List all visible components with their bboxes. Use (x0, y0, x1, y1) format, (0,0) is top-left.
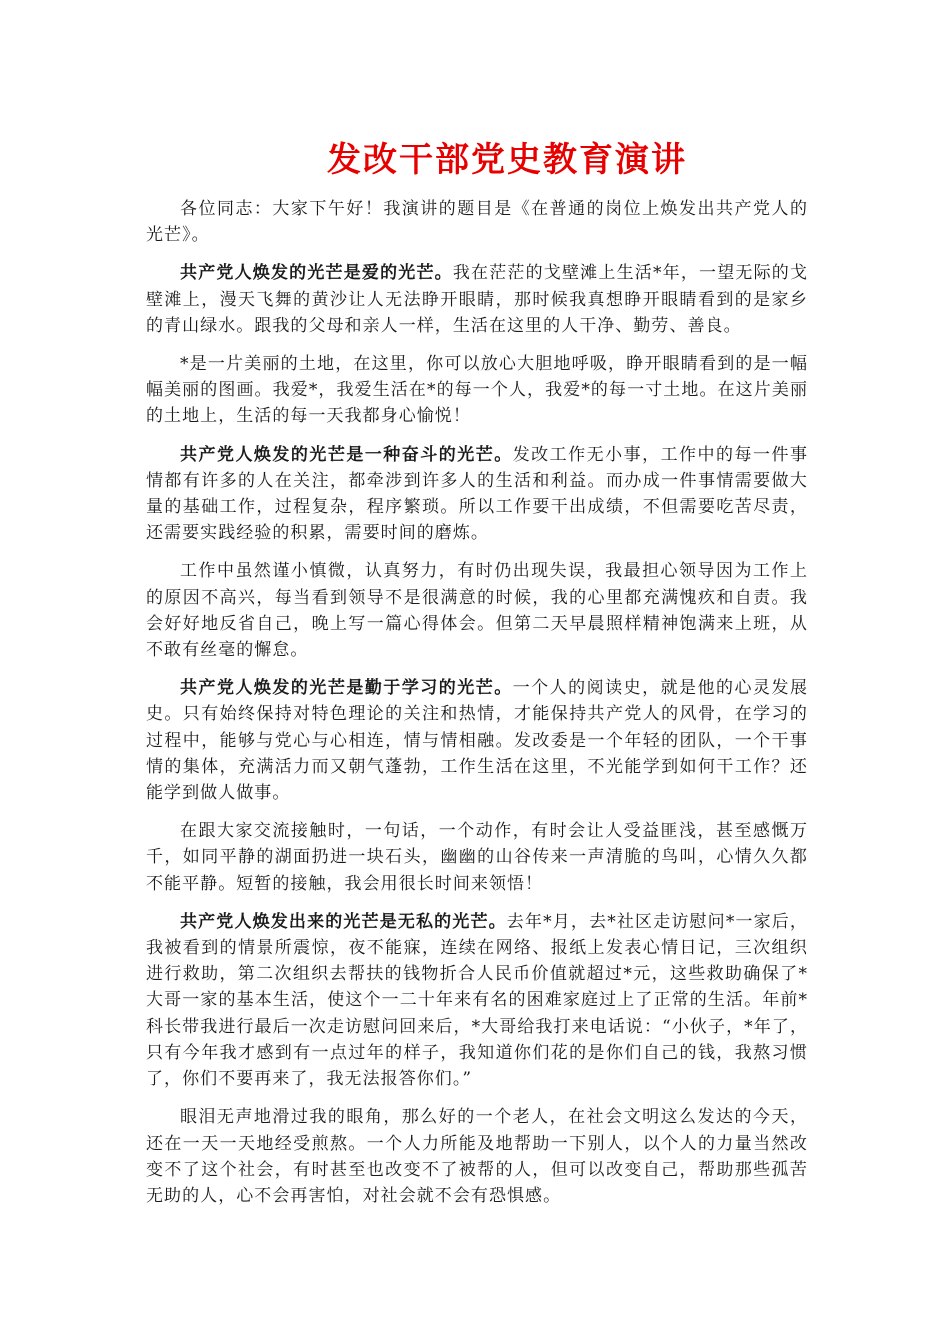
document-title: 发改干部党史教育演讲 (327, 140, 687, 180)
paragraph-text: 在跟大家交流接触时，一句话，一个动作，有时会让人受益匪浅，甚至感慨万千，如同平静的湖面扔进一块石头，幽幽的山谷传来一声清脆的鸟叫，心情久久都不能平静。短暂的接触，我会用很长时间来领悟！ (146, 821, 808, 894)
paragraph-love (146, 260, 808, 339)
paragraph-lead-heading: 共产党人焕发的光芒是一种奋斗的光芒。 (180, 444, 513, 465)
paragraph-text: 工作中虽然谨小慎微，认真努力，有时仍出现失误，我最担心领导因为工作上的原因不高兴，每当看到领导不是很满意的时候，我的心里都充满愧疚和自责。我会好好地反省自己，晚上写一篇心得体会。但第二天早晨照样精神饱满来上班，从不敢有丝毫的懈怠。 (146, 561, 808, 661)
paragraph-text: 发改工作无小事，工作中的每一件事情都有许多的人在关注，都牵涉到许多人的生活和利益。而办成一件事情需要做大量的基础工作，过程复杂，程序繁琐。所以工作要干出成绩，不但需要吃苦尽责，还需要实践经验的积累，需要时间的磨炼。 (146, 444, 808, 544)
paragraph-work-care (146, 558, 808, 663)
paragraph-lead-heading: 共产党人焕发的光芒是爱的光芒。 (180, 263, 453, 284)
paragraph-text: *是一片美丽的土地，在这里，你可以放心大胆地呼吸，睁开眼睛看到的是一幅幅美丽的图画。我爱*，我爱生活在*的每一个人，我爱*的每一寸土地。在这片美丽的土地上，生活的每一天我都身心愉悦！ (146, 354, 808, 427)
paragraph-tears (146, 1104, 808, 1209)
paragraph-text: 我在茫茫的戈壁滩上生活*年，一望无际的戈壁滩上，漫天飞舞的黄沙让人无法睁开眼睛，那时候我真想睁开眼睛看到的是家乡的青山绿水。跟我的父母和亲人一样，生活在这里的人干净、勤劳、善良。 (146, 263, 809, 336)
paragraph-text: 各位同志：大家下午好！我演讲的题目是《在普通的岗位上焕发出共产党人的光芒》。 (146, 199, 808, 246)
paragraph-text: 一个人的阅读史，就是他的心灵发展史。只有始终保持对特色理论的关注和热情，才能保持共产党人的风骨，在学习的过程中，能够与党心与心相连，情与情相融。发改委是一个年轻的团队，一个干事情的集体，充满活力而又朝气蓬勃，工作生活在这里，不光能学到如何干工作？还能学到做人做事。 (146, 678, 808, 804)
paragraph-text: 眼泪无声地滑过我的眼角，那么好的一个老人，在社会文明这么发达的今天，还在一天一天地经受煎熬。一个人力所能及地帮助一下别人，以个人的力量当然改变不了这个社会，有时甚至也改变不了被帮的人，但可以改变自己，帮助那些孤苦无助的人，心不会再害怕，对社会就不会有恐惧感。 (146, 1107, 808, 1206)
paragraph-lead-heading: 共产党人焕发出来的光芒是无私的光芒。 (180, 911, 507, 932)
paragraph-selfless (146, 909, 808, 1092)
paragraph-struggle (146, 442, 808, 547)
paragraph-learning (146, 675, 808, 806)
paragraph-land (146, 351, 808, 430)
paragraph-communication (146, 818, 808, 897)
paragraph-greeting (146, 196, 808, 248)
paragraph-text: 去年*月，去*社区走访慰问*一家后，我被看到的情景所震惊，夜不能寐，连续在网络、报纸上发表心情日记，三次组织进行救助，第二次组织去帮扶的钱物折合人民币价值就超过*元，这些救助确保了*大哥一家的基本生活，使这个一二十年来有名的困难家庭过上了正常的生活。年前*科长带我进行最后一次走访慰问回来后，*大哥给我打来电话说：“小伙子，*年了，只有今年我才感到有一点过年的样子，我知道你们花的是你们自己的钱，我熬习惯了，你们不要再来了，我无法报答你们。” (146, 911, 808, 1090)
document-page (146, 138, 808, 1221)
paragraph-lead-heading: 共产党人焕发的光芒是勤于学习的光芒。 (180, 678, 513, 699)
